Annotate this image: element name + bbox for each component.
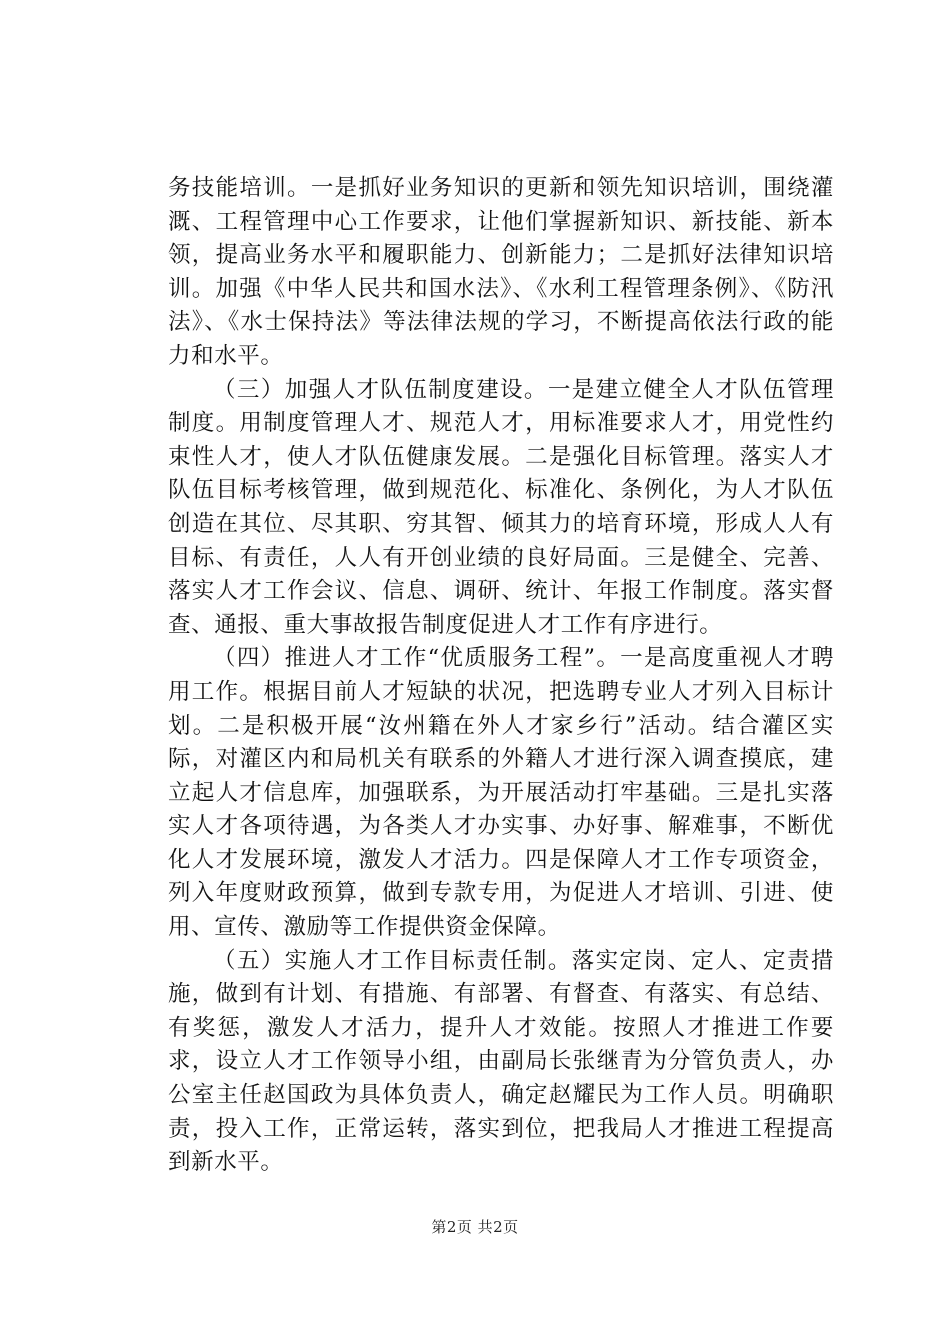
paragraph-training: 务技能培训。一是抓好业务知识的更新和领先知识培训，围绕灌溉、工程管理中心工作要求，让他们掌握新知识、新技能、新本领，提高业务水平和履职能力、创新能力；二是抓好法律知识培训。加强《中华人民共和国水法》、《水利工程管理条例》、《防汛法》、《水士保持法》等法律法规的学习，不断提高依法行政的能力和水平。 — [168, 175, 834, 369]
paragraph-section-5: （五）实施人才工作目标责任制。落实定岗、定人、定责措施，做到有计划、有措施、有部署、有督查、有落实、有总结、有奖惩，激发人才活力，提升人才效能。按照人才推进工作要求，设立人才工作领导小组，由副局长张继青为分管负责人，办公室主任赵国政为具体负责人，确定赵耀民为工作人员。明确职责，投入工作，正常运转，落实到位，把我局人才推进工程提高到新水平。 — [168, 947, 834, 1176]
paragraph-section-4: （四）推进人才工作“优质服务工程”。一是高度重视人才聘用工作。根据目前人才短缺的状况，把选聘专业人才列入目标计划。二是积极开展“汝州籍在外人才家乡行”活动。结合灌区实际，对灌区内和局机关有联系的外籍人才进行深入调查摸底，建立起人才信息库，加强联系，为开展活动打牢基础。三是扎实落实人才各项待遇，为各类人才办实事、办好事、解难事，不断优化人才发展环境，激发人才活力。四是保障人才工作专项资金，列入年度财政预算，做到专款专用，为促进人才培训、引进、使用、宣传、激励等工作提供资金保障。 — [168, 645, 834, 941]
document-body — [168, 172, 834, 1180]
paragraph-section-3: （三）加强人才队伍制度建设。一是建立健全人才队伍管理制度。用制度管理人才、规范人才，用标准要求人才，用党性约束性人才，使人才队伍健康发展。二是强化目标管理。落实人才队伍目标考核管理，做到规范化、标准化、条例化，为人才队伍创造在其位、尽其职、穷其智、倾其力的培育环境，形成人人有目标、有责任，人人有开创业绩的良好局面。三是健全、完善、落实人才工作会议、信息、调研、统计、年报工作制度。落实督查、通报、重大事故报告制度促进人才工作有序进行。 — [168, 376, 834, 638]
page-footer: 第2页 共2页 — [431, 1218, 519, 1236]
